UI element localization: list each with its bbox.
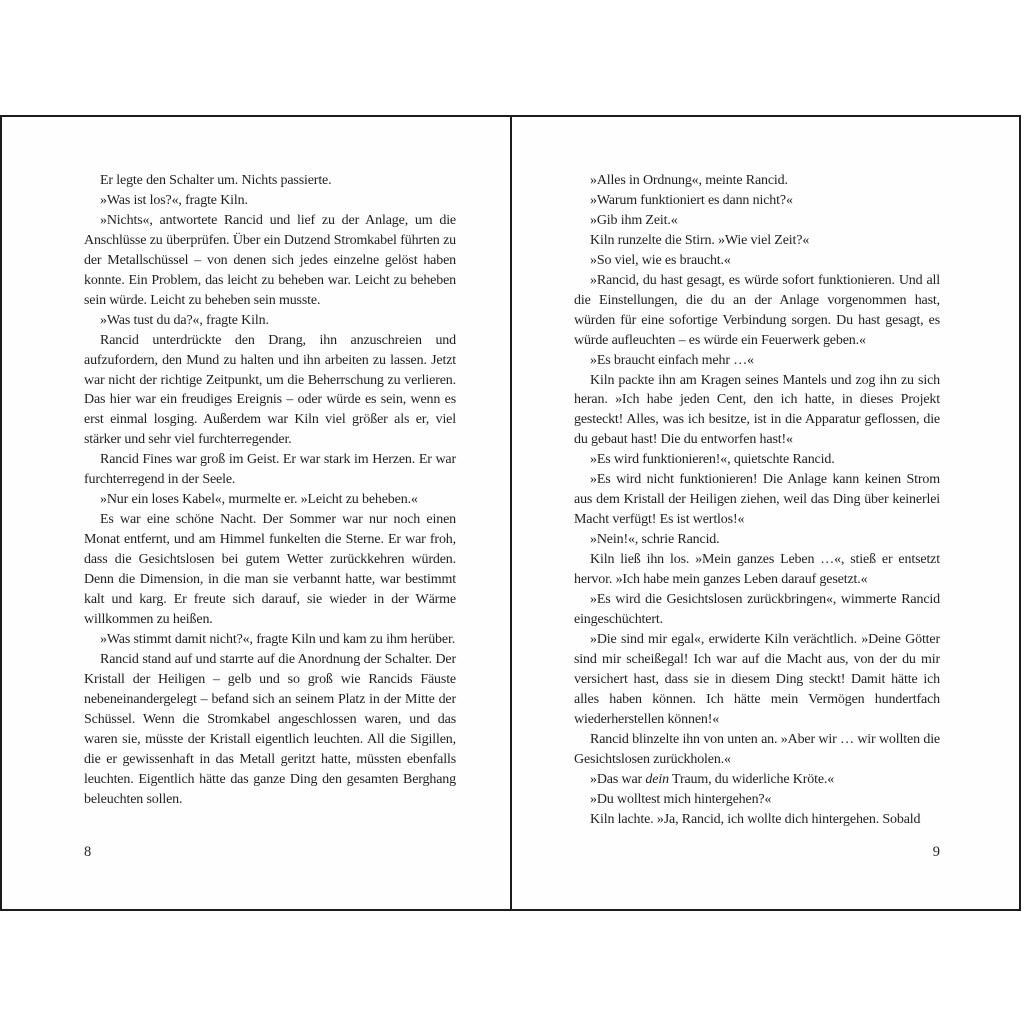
book-spread bbox=[0, 115, 1021, 911]
paragraph: »Gib ihm Zeit.« bbox=[590, 212, 678, 228]
right-page-number: 9 bbox=[932, 844, 940, 860]
left-page-text bbox=[84, 171, 456, 810]
paragraph: Kiln lachte. »Ja, Rancid, ich wollte dich hintergehen. Sobald bbox=[590, 811, 921, 827]
paragraph: »Nur ein loses Kabel«, murmelte er. »Leicht zu beheben.« bbox=[100, 492, 418, 508]
paragraph: »So viel, wie es braucht.« bbox=[590, 252, 731, 268]
paragraph: Es war eine schöne Nacht. Der Sommer war nur noch einen Monat entfernt, und am Himmel funkelten die Sterne. Er war froh, dass die Gesichtslosen bei gutem Wetter zurückkehren würden. Denn die Dimension, in die man sie verbannt hatte, war bestimmt kalt und karg. Er freute sich darauf, sie wieder in der Wärme willkommen zu heißen. bbox=[84, 512, 456, 627]
paragraph: »Es wird funktionieren!«, quietschte Rancid. bbox=[590, 452, 835, 468]
page-gutter-divider bbox=[510, 117, 512, 909]
left-page-number: 8 bbox=[84, 844, 92, 860]
paragraph: »Rancid, du hast gesagt, es würde sofort funktionieren. Und all die Einstellungen, die du an der Anlage vorgenommen hast, würden für eine sofortige Verbindung sorgen. Du hast gesagt, es würde aufleuchten – es würde ein Feuerwerk geben.« bbox=[574, 272, 940, 348]
paragraph: Rancid stand auf und starrte auf die Anordnung der Schalter. Der Kristall der Heiligen – gelb und so groß wie Rancids Fäuste nebeneinandergelegt – befand sich an seinem Platz in der Mitte der Schüssel. Wenn die Stromkabel angeschlossen waren, und das waren sie, müsste der Kristall eigentlich leuchten. All die Sigillen, die er gewissenhaft in das Metall geritzt hatte, müssten ebenfalls leuchten. Eigentlich hätte das ganze Ding den gesamten Berghang beleuchten sollen. bbox=[84, 651, 456, 807]
paragraph: »Was ist los?«, fragte Kiln. bbox=[100, 192, 248, 208]
paragraph: »Das war dein Traum, du widerliche Kröte.« bbox=[590, 771, 835, 787]
paragraph: »Was stimmt damit nicht?«, fragte Kiln und kam zu ihm herüber. bbox=[100, 631, 456, 647]
paragraph: »Alles in Ordnung«, meinte Rancid. bbox=[590, 173, 788, 188]
paragraph: »Die sind mir egal«, erwiderte Kiln verächtlich. »Deine Götter sind mir scheißegal! Ich war auf die Macht aus, von der du mir versichert hast, dass sie in diesem Ding steckt! Damit hätte ich alles haben können. Ich hätte mein Vermögen hundertfach wiederherstellen können!« bbox=[574, 631, 940, 727]
paragraph: »Es wird nicht funktionieren! Die Anlage kann keinen Strom aus dem Kristall der Heiligen ziehen, weil das Ding über keinerlei Macht verfügt! Es ist wertlos!« bbox=[574, 472, 940, 528]
paragraph: Kiln packte ihn am Kragen seines Mantels und zog ihn zu sich heran. »Ich habe jeden Cent, den ich hatte, in dieses Projekt gesteckt! Alles, was ich besitze, ist in die Apparatur geflossen, die du gebaut hast! Die du entworfen hast!« bbox=[574, 372, 940, 448]
paragraph: »Was tust du da?«, fragte Kiln. bbox=[100, 312, 269, 328]
paragraph: »Du wolltest mich hintergehen?« bbox=[590, 791, 772, 807]
italic-emphasis: dein bbox=[645, 771, 669, 787]
paragraph: »Nichts«, antwortete Rancid und lief zu der Anlage, um die Anschlüsse zu überprüfen. Über ein Dutzend Stromkabel führten zu der Metallschüssel – von denen sich jedes einzelne gelöst haben konnte. Ein Problem, das leicht zu beheben war. Leicht zu beheben sein würde. Leicht zu beheben sein musste. bbox=[84, 212, 456, 308]
paragraph: Rancid Fines war groß im Geist. Er war stark im Herzen. Er war furchterregend in der Seele. bbox=[84, 452, 456, 488]
paragraph: Kiln runzelte die Stirn. »Wie viel Zeit?« bbox=[590, 232, 810, 248]
paragraph: »Nein!«, schrie Rancid. bbox=[590, 532, 720, 548]
paragraph: »Es wird die Gesichtslosen zurückbringen«, wimmerte Rancid eingeschüchtert. bbox=[574, 592, 940, 627]
paragraph: »Warum funktioniert es dann nicht?« bbox=[590, 192, 793, 208]
paragraph: »Es braucht einfach mehr …« bbox=[590, 352, 754, 368]
paragraph: Er legte den Schalter um. Nichts passierte. bbox=[100, 173, 332, 188]
paragraph: Kiln ließ ihn los. »Mein ganzes Leben …«, stieß er entsetzt hervor. »Ich habe mein ganzes Leben darauf gesetzt.« bbox=[574, 552, 940, 588]
right-page-text bbox=[574, 171, 940, 829]
paragraph: Rancid blinzelte ihn von unten an. »Aber wir … wir wollten die Gesichtslosen zurückholen.« bbox=[574, 731, 940, 767]
paragraph: Rancid unterdrückte den Drang, ihn anzuschreien und aufzufordern, den Mund zu halten und ihn arbeiten zu lassen. Jetzt war nicht der richtige Zeitpunkt, um die Beherrschung zu verlieren. Das hier war ein freudiges Ereignis – oder würde es sein, wenn es erst einmal losging. Außerdem war Kiln viel größer als er, viel stärker und sehr viel furchterregender. bbox=[84, 332, 456, 448]
